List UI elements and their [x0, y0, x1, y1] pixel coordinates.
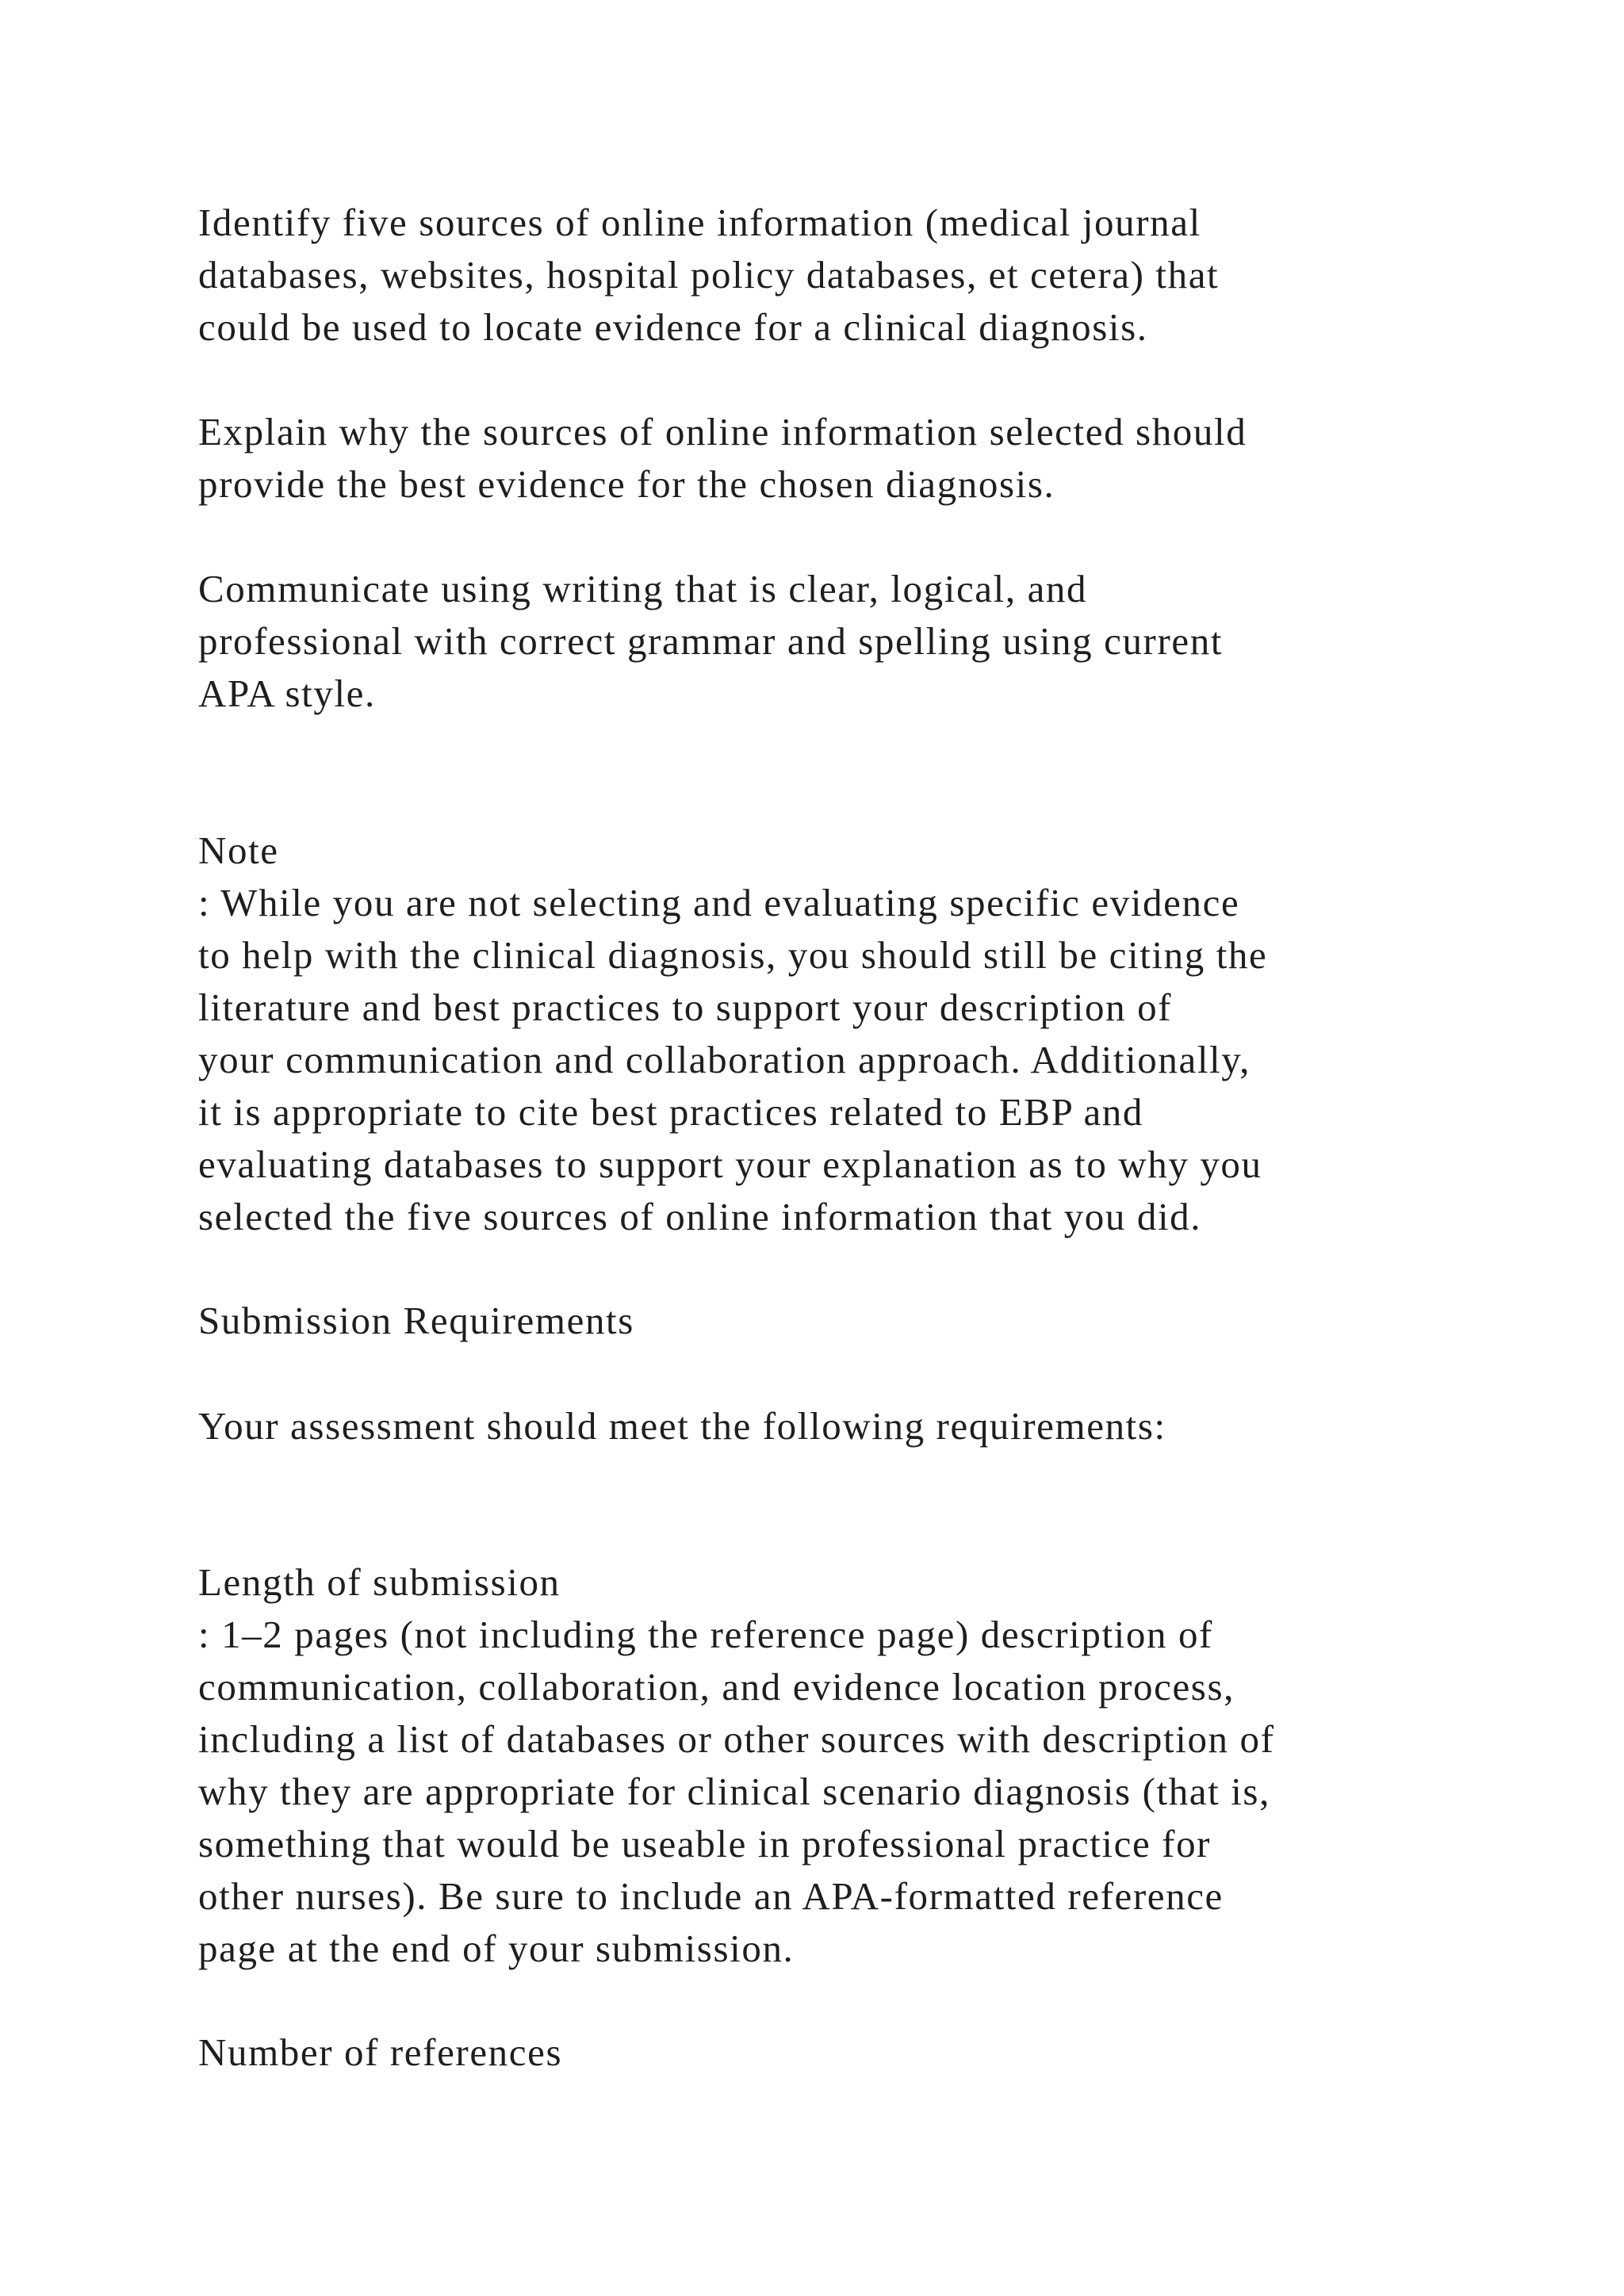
text-line: why they are appropriate for clinical scenario diagnosis (that is, — [198, 1770, 1270, 1813]
text-line: literature and best practices to support your description of — [198, 985, 1173, 1029]
length-section — [198, 1556, 1467, 1975]
text-line: Explain why the sources of online information selected should — [198, 410, 1247, 453]
text-line: it is appropriate to cite best practices related to EBP and — [198, 1090, 1143, 1134]
text-line: APA style. — [198, 672, 376, 715]
submission-heading: Submission Requirements — [198, 1299, 634, 1342]
text-line: : 1–2 pages (not including the reference page) description of — [198, 1613, 1213, 1656]
text-line: selected the five sources of online information that you did. — [198, 1195, 1202, 1238]
length-label: Length of submission — [198, 1560, 561, 1604]
paragraph-explain-sources — [198, 406, 1467, 511]
text-line: to help with the clinical diagnosis, you should still be citing the — [198, 933, 1268, 977]
text-line: Identify five sources of online information (medical journal — [198, 201, 1201, 244]
text-line: page at the end of your submission. — [198, 1927, 795, 1970]
requirements-intro: Your assessment should meet the following requirements: — [198, 1404, 1166, 1448]
text-line: your communication and collaboration approach. Additionally, — [198, 1038, 1251, 1081]
text-line: could be used to locate evidence for a clinical diagnosis. — [198, 305, 1148, 349]
text-line: provide the best evidence for the chosen diagnosis. — [198, 462, 1055, 506]
text-line: Communicate using writing that is clear, logical, and — [198, 567, 1088, 610]
references-label: Number of references — [198, 2030, 563, 2074]
references-block — [198, 2026, 1467, 2079]
text-line: databases, websites, hospital policy databases, et cetera) that — [198, 253, 1220, 297]
note-label: Note — [198, 828, 279, 872]
paragraph-communicate — [198, 563, 1467, 720]
text-line: communication, collaboration, and evidence location process, — [198, 1665, 1235, 1709]
paragraph-identify-sources — [198, 197, 1467, 354]
text-line: : While you are not selecting and evaluating specific evidence — [198, 881, 1240, 924]
text-line: something that would be useable in professional practice for — [198, 1822, 1212, 1866]
submission-heading-block — [198, 1295, 1467, 1347]
text-line: professional with correct grammar and spelling using current — [198, 619, 1224, 663]
requirements-intro-block — [198, 1400, 1467, 1452]
text-line: evaluating databases to support your explanation as to why you — [198, 1142, 1262, 1186]
note-section — [198, 825, 1467, 1243]
text-line: including a list of databases or other sources with description of — [198, 1717, 1275, 1761]
text-line: other nurses). Be sure to include an APA-formatted reference — [198, 1874, 1224, 1918]
